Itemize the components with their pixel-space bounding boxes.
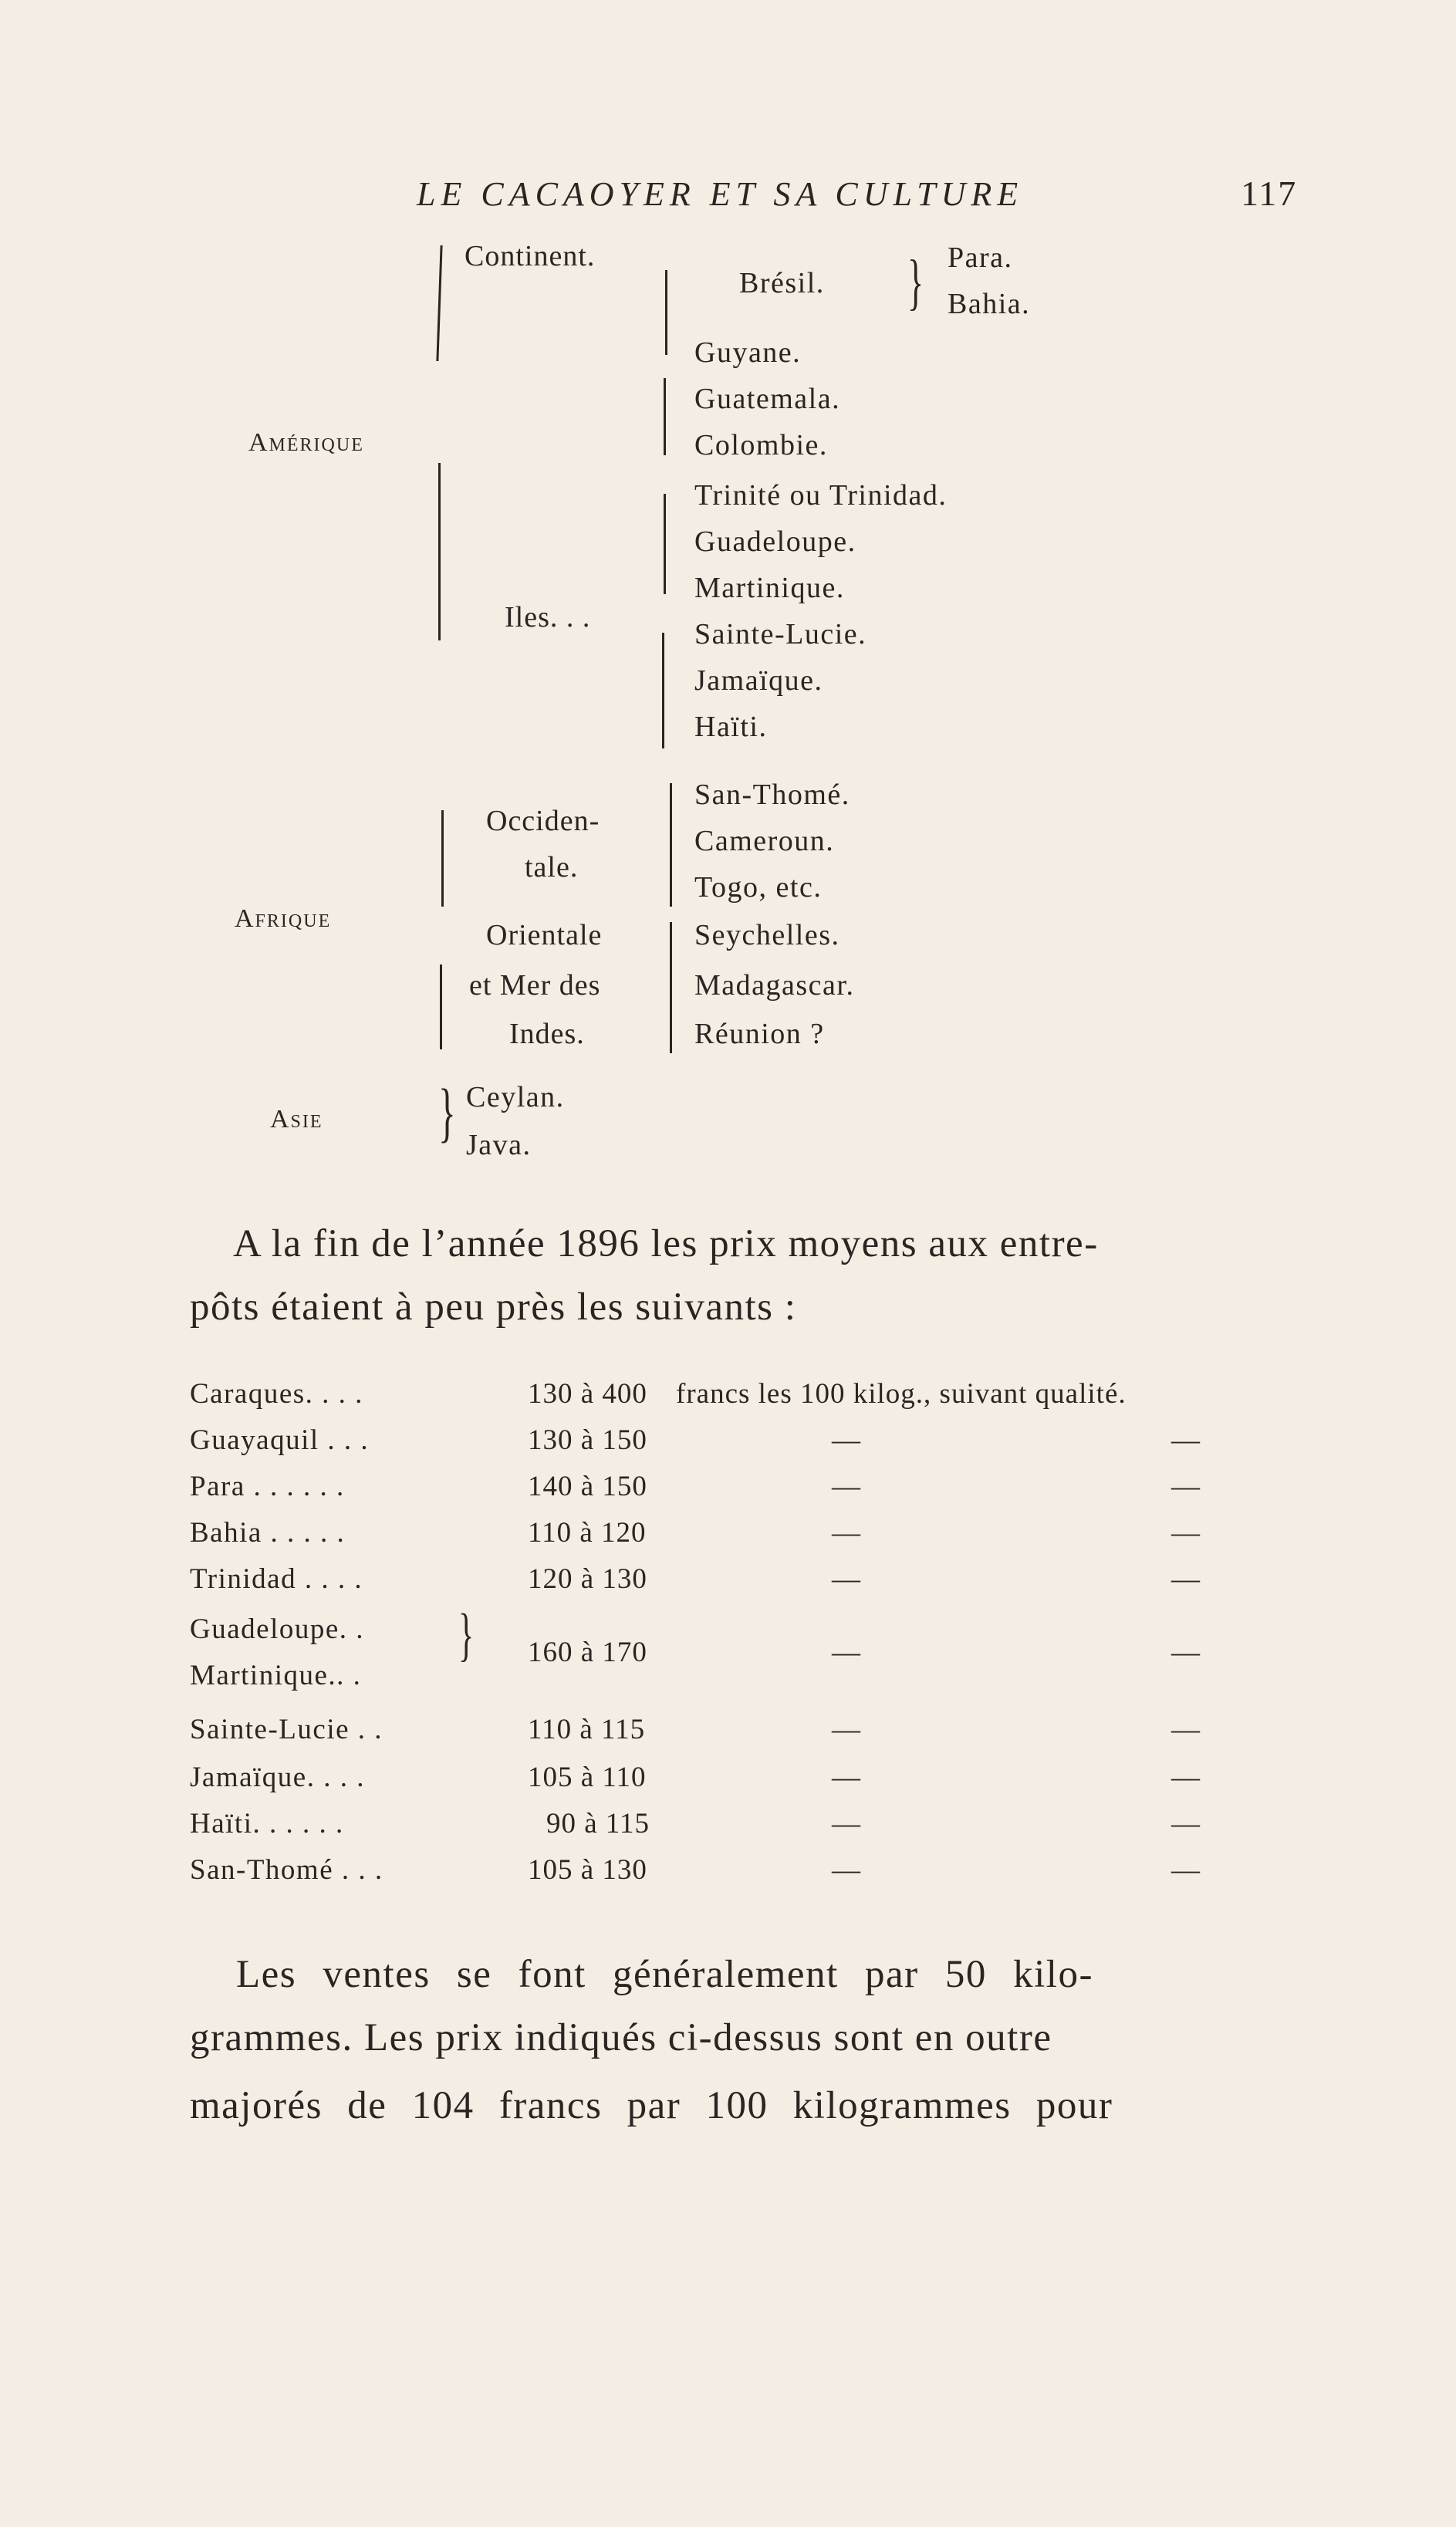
- asie-java: Java.: [466, 1129, 532, 1161]
- table-row-origin: Para . . . . . .: [190, 1471, 345, 1502]
- ditto-mark: —: [1171, 1563, 1201, 1595]
- running-title: LE CACAOYER ET SA CULTURE: [417, 175, 1024, 213]
- paragraph2-line2: grammes. Les prix indiqués ci-dessus sont en outre: [190, 2016, 1052, 2059]
- region-amerique: Amérique: [248, 428, 364, 457]
- ori-reunion: Réunion ?: [694, 1018, 825, 1050]
- country-guyane: Guyane.: [694, 336, 802, 369]
- brace-amerique-bottom: [438, 463, 441, 640]
- page-number: 117: [1241, 174, 1298, 213]
- paragraph2-line3: majorés de 104 francs par 100 kilogrammes pour: [190, 2084, 1113, 2127]
- region-asie: Asie: [270, 1105, 323, 1133]
- asie-ceylan: Ceylan.: [466, 1081, 565, 1113]
- label-bresil: Brésil.: [739, 267, 825, 299]
- ile-haiti: Haïti.: [694, 711, 768, 743]
- occ-togo: Togo, etc.: [694, 871, 823, 904]
- table-row-price: 130 à 400: [528, 1378, 647, 1410]
- brace-asie: }: [438, 1075, 456, 1149]
- table-row-origin: Bahia . . . . .: [190, 1517, 346, 1549]
- ditto-mark: —: [832, 1471, 861, 1502]
- table-row-price: 110 à 115: [528, 1714, 646, 1745]
- brace-afrique-top: [441, 810, 444, 907]
- brace-orientale: [670, 922, 672, 1053]
- brace-afrique-bottom: [440, 965, 442, 1049]
- ditto-mark: —: [832, 1424, 861, 1456]
- bresil-para: Para.: [948, 242, 1013, 274]
- orientale-label-2: et Mer des: [469, 969, 601, 1002]
- brace-continent-bottom: [664, 378, 666, 455]
- table-row-price: 130 à 150: [528, 1424, 647, 1456]
- ile-martinique: Martinique.: [694, 572, 845, 604]
- ditto-mark: —: [832, 1637, 861, 1668]
- occidentale-label-2: tale.: [525, 851, 579, 883]
- table-row-origin: Trinidad . . . .: [190, 1563, 363, 1595]
- table-row-origin: Martinique.. .: [190, 1660, 362, 1691]
- ditto-mark: —: [832, 1854, 861, 1886]
- paragraph1-line1: A la fin de l’année 1896 les prix moyens aux entre-: [233, 1222, 1099, 1265]
- ditto-mark: —: [1171, 1854, 1201, 1886]
- brace-iles-bottom: [662, 633, 664, 748]
- ditto-mark: —: [832, 1762, 861, 1793]
- table-row-price: 105 à 130: [528, 1854, 647, 1886]
- table-row-origin: San-Thomé . . .: [190, 1854, 383, 1886]
- table-row-origin: Jamaïque. . . .: [190, 1762, 365, 1793]
- orientale-label-3: Indes.: [509, 1018, 585, 1050]
- ditto-mark: —: [1171, 1808, 1201, 1840]
- ditto-mark: —: [832, 1714, 861, 1745]
- ile-jamaique: Jamaïque.: [694, 664, 823, 697]
- ditto-mark: —: [1171, 1517, 1201, 1549]
- orientale-label-1: Orientale: [486, 919, 603, 951]
- paragraph1-line2: pôts étaient à peu près les suivants :: [190, 1285, 797, 1329]
- table-row-price: 160 à 170: [528, 1637, 647, 1668]
- table-row-origin: Guadeloupe. .: [190, 1613, 365, 1645]
- country-guatemala: Guatemala.: [694, 383, 841, 415]
- occidentale-label-1: Occiden-: [486, 805, 600, 837]
- ditto-mark: —: [1171, 1471, 1201, 1502]
- ditto-mark: —: [832, 1517, 861, 1549]
- ile-guadeloupe: Guadeloupe.: [694, 525, 856, 558]
- occ-cameroun: Cameroun.: [694, 825, 835, 857]
- ile-trinite: Trinité ou Trinidad.: [694, 479, 948, 512]
- label-continent: Continent.: [465, 240, 596, 272]
- paragraph2-line1: Les ventes se font généralement par 50 kilo-: [236, 1953, 1093, 1996]
- table-row-price: 105 à 110: [528, 1762, 647, 1793]
- brace-iles-top: [664, 494, 666, 594]
- ditto-mark: —: [1171, 1762, 1201, 1793]
- ditto-mark: —: [832, 1808, 861, 1840]
- region-afrique: Afrique: [235, 904, 332, 933]
- brace-group: }: [458, 1603, 475, 1667]
- table-row-origin: Guayaquil . . .: [190, 1424, 370, 1456]
- brace-occidentale: [670, 783, 672, 907]
- table-row-price: 110 à 120: [528, 1517, 647, 1549]
- table-row-note: francs les 100 kilog., suivant qualité.: [676, 1378, 1127, 1410]
- brace-bresil: }: [907, 248, 924, 316]
- ditto-mark: —: [832, 1563, 861, 1595]
- brace-continent-top: [665, 270, 667, 355]
- ditto-mark: —: [1171, 1637, 1201, 1668]
- label-iles: Iles. . .: [505, 601, 591, 633]
- ile-sainte-lucie: Sainte-Lucie.: [694, 618, 867, 650]
- ori-seychelles: Seychelles.: [694, 919, 840, 951]
- table-row-price: 140 à 150: [528, 1471, 647, 1502]
- bresil-bahia: Bahia.: [948, 288, 1031, 320]
- table-row-price: 120 à 130: [528, 1563, 647, 1595]
- country-colombie: Colombie.: [694, 429, 828, 461]
- brace-amerique-top: [436, 245, 442, 361]
- occ-san-thome: San-Thomé.: [694, 779, 850, 811]
- table-row-origin: Sainte-Lucie . .: [190, 1714, 383, 1745]
- table-row-origin: Caraques. . . .: [190, 1378, 363, 1410]
- ori-madagascar: Madagascar.: [694, 969, 855, 1002]
- ditto-mark: —: [1171, 1714, 1201, 1745]
- table-row-origin: Haïti. . . . . .: [190, 1808, 344, 1840]
- ditto-mark: —: [1171, 1424, 1201, 1456]
- table-row-price: 90 à 115: [546, 1808, 650, 1840]
